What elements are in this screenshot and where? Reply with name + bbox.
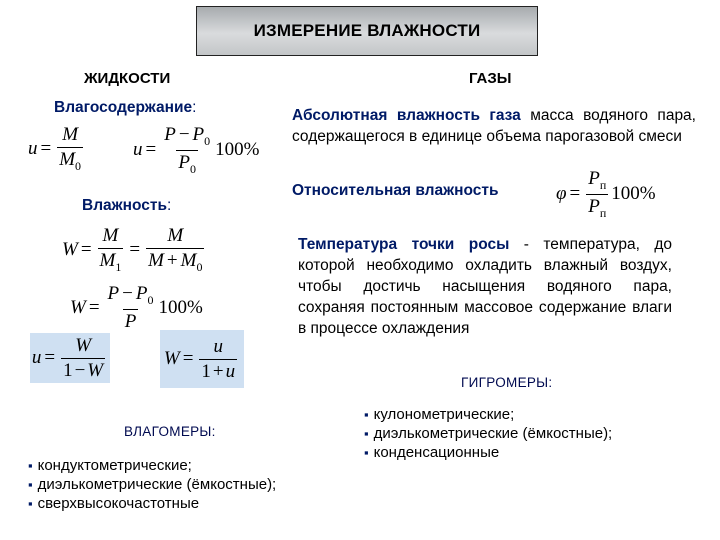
var-P: P [124,310,137,332]
minus-sign: − [74,359,86,381]
sub-n: п [599,205,607,220]
list-item: ▪ кулонометрические; [364,405,612,424]
eq-sign: = [40,137,52,159]
moisture-label [82,197,171,215]
gases-header: ГАЗЫ [469,70,512,87]
var-M1: M [99,250,116,271]
fraction [98,225,124,275]
eq-sign: = [182,348,194,369]
minus-sign: − [122,283,133,304]
list-item: ▪ диэлькометрические (ёмкостные); [364,424,612,443]
var-P: P [588,195,600,217]
plus-sign: + [212,360,224,382]
var-W: W [70,296,86,318]
sub-0: 0 [75,158,82,173]
eq-sign: = [145,139,157,161]
var-P0: P [192,124,205,145]
var-W: W [87,359,104,381]
colon: : [167,197,172,214]
eq-sign: = [88,296,100,318]
absolute-humidity-term: Абсолютная влажность газа [292,107,521,124]
sub-n: п [599,177,607,192]
plus-sign: + [166,250,178,271]
colon: : [192,99,197,116]
list-item: ▪ кондуктометрические; [28,456,276,475]
formula-relative-humidity [556,168,656,221]
list-item: ▪ диэлькометрические (ёмкостные); [28,475,276,494]
page-title-text: ИЗМЕРЕНИЕ ВЛАЖНОСТИ [253,21,481,40]
dew-point-definition [298,234,672,339]
var-M0: M [180,250,197,271]
var-M0: M [59,149,76,170]
percent: 100% [215,139,260,161]
moisture-meters-header: ВЛАГОМЕРЫ: [124,424,216,439]
var-M: M [167,225,184,246]
var-u: u [28,137,38,159]
formula-u-pressure [133,124,259,177]
relative-humidity-label [292,182,499,200]
fraction [586,168,608,221]
percent: 100% [611,183,656,205]
absolute-humidity-text: масса водяного пара, содержащегося в единице объема парогазовой смеси [292,107,696,145]
var-u: u [31,347,42,368]
sub-0: 0 [204,133,211,148]
moisture-content-label [54,99,196,117]
var-phi: φ [556,183,567,205]
var-M: M [62,124,79,145]
formula-w-pressure [70,283,203,333]
moisture-content-term: Влагосодержание [54,99,193,116]
eq-sign: = [569,183,581,205]
eq-sign: = [80,238,92,260]
liquids-header: ЖИДКОСТИ [84,70,171,87]
var-M: M [102,225,119,246]
formula-u-mass [28,124,86,174]
relative-humidity-term: Относительная влажность [292,182,499,199]
percent: 100% [158,296,203,318]
page-title [196,6,538,56]
formula-w-mass [62,225,207,275]
var-u: u [225,360,236,382]
fraction [162,124,212,177]
formula-w-from-u [160,330,244,388]
sub-0: 0 [196,259,203,274]
var-P0: P [135,283,148,304]
fraction [57,124,83,174]
hygrometers-header: ГИГРОМЕРЫ: [461,375,553,390]
dew-point-text: - температура, до которой необходимо охладить влажный воздух, чтобы достичь насыщения водяного пара, сохраняя постоянным массовое содержание влаги в процессе охлаждения [298,236,672,337]
var-u: u [213,335,224,357]
var-P0: P [178,151,190,173]
sub-0: 0 [189,161,196,176]
var-W: W [75,334,92,356]
one: 1 [63,359,73,381]
list-item: ▪ сверхвысокочастотные [28,494,276,513]
fraction [146,225,204,275]
fraction [199,336,237,383]
hygrometers-list [364,405,612,462]
var-W: W [163,348,180,369]
list-item: ▪ конденсационные [364,443,612,462]
fraction [106,283,156,333]
formula-u-from-w [30,333,110,383]
sub-0: 0 [147,292,154,307]
var-W: W [62,238,78,260]
one: 1 [201,360,211,382]
dew-point-term: Температура точки росы [298,236,510,253]
var-P: P [164,124,176,145]
eq-sign: = [129,238,141,260]
moisture-meters-list [28,456,276,513]
eq-sign: = [44,347,56,368]
var-u: u [133,139,143,161]
fraction [61,335,105,382]
absolute-humidity-definition [292,105,696,147]
sub-1: 1 [115,259,122,274]
minus-sign: − [178,124,190,145]
moisture-term: Влажность [82,197,168,214]
var-M: M [148,250,164,271]
var-P: P [107,283,120,304]
var-P: P [588,168,600,189]
